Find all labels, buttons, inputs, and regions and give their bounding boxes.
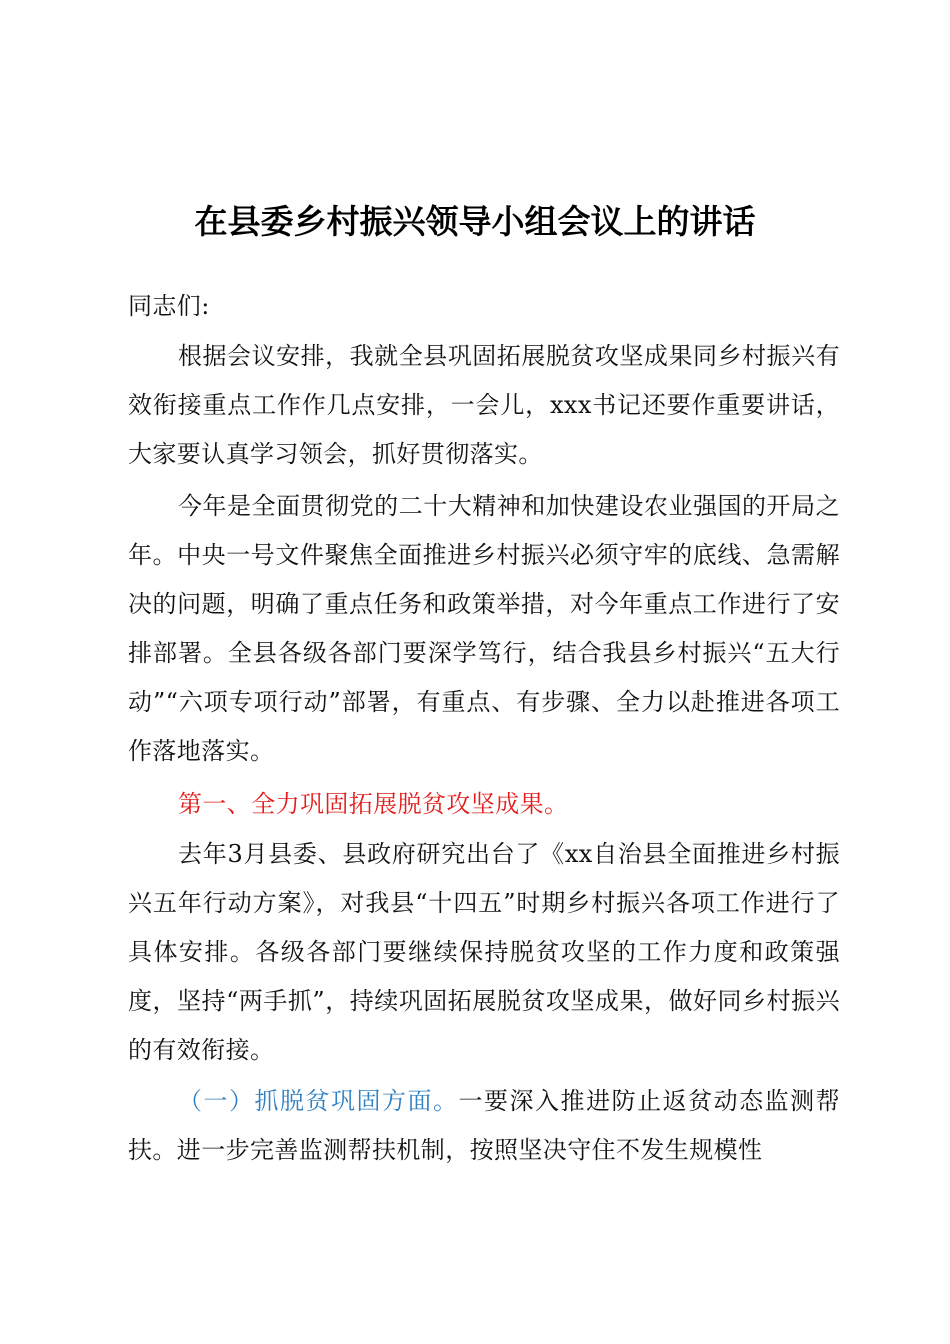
document-title: 在县委乡村振兴领导小组会议上的讲话 [194, 202, 756, 241]
salutation [128, 282, 840, 331]
paragraph-text: 去年3月县委、县政府研究出台了《xx自治县全面推进乡村振兴五年行动方案》，对我县“十四五”时期乡村振兴各项工作进行了具体安排。各级各部门要继续保持脱贫攻坚的工作力度和政策强度，坚持“两手抓”，持续巩固拓展脱贫攻坚成果，做好同乡村振兴的有效衔接。 [128, 840, 840, 1064]
paragraph-context [128, 482, 840, 776]
paragraph-opening [128, 332, 840, 479]
paragraph-text: 根据会议安排，我就全县巩固拓展脱贫攻坚成果同乡村振兴有效衔接重点工作作几点安排，一会儿，xxx书记还要作重要讲话，大家要认真学习领会，抓好贯彻落实。 [128, 342, 840, 468]
paragraph-section-one [128, 830, 840, 1075]
subsection-heading: （一）抓脱贫巩固方面。 [178, 1087, 459, 1115]
paragraph-text [128, 1077, 840, 1175]
subsection-text: 一要深入推进防止返贫动态监测帮扶。进一步完善监测帮扶机制，按照坚决守住不发生规模性 [128, 1087, 840, 1164]
salutation-text: 同志们: [128, 292, 210, 320]
paragraph-subsection-one [128, 1077, 840, 1175]
section-heading-first [128, 780, 840, 829]
paragraph-text: 今年是全面贯彻党的二十大精神和加快建设农业强国的开局之年。中央一号文件聚焦全面推进乡村振兴必须守牢的底线、急需解决的问题，明确了重点任务和政策举措，对今年重点工作进行了安排部署。全县各级各部门要深学笃行，结合我县乡村振兴“五大行动”“六项专项行动”部署，有重点、有步骤、全力以赴推进各项工作落地落实。 [128, 492, 840, 765]
section-heading-text: 第一、全力巩固拓展脱贫攻坚成果。 [178, 790, 569, 818]
